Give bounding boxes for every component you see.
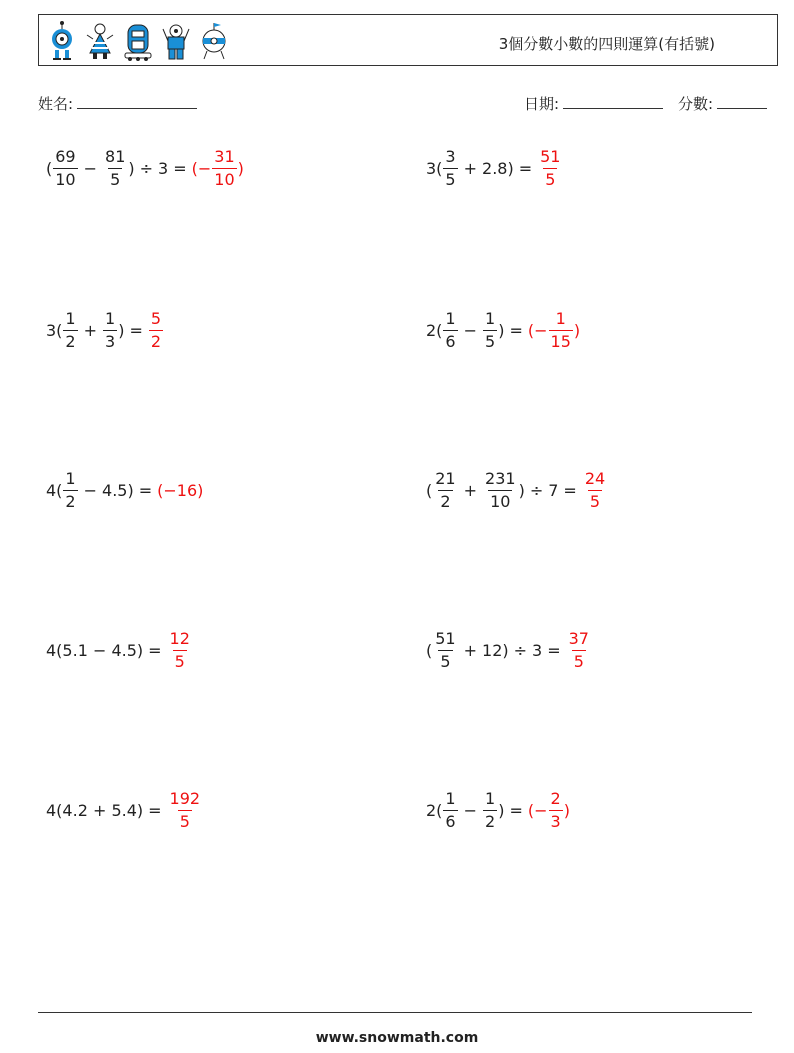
answer: (− $\frac{31}{10}$ ) [191,146,244,189]
equals: = [138,480,153,500]
operand: 4.5) [102,480,134,500]
name-field [38,93,197,114]
open-paren: ( [46,158,53,178]
operator: + [463,158,478,178]
equals: = [509,320,523,340]
operand: 4(5.1 − 4.5) [46,640,144,660]
operator: ÷ [513,640,528,660]
fraction: $\frac{69}{10}$ [55,146,76,189]
operand: 12) [482,640,509,660]
equals: = [148,800,162,820]
problem-3 [46,300,164,360]
fraction: $\frac{1}{2}$ [485,788,496,831]
operator: ÷ [529,480,544,500]
answer: $\frac{12}{5}$ [169,628,190,671]
answer: $\frac{192}{5}$ [169,788,201,831]
operand: 3 [532,640,543,660]
fraction: $\frac{3}{5}$ [445,146,456,189]
operand: 3 [158,158,169,178]
score-label: 分數: [678,95,714,113]
score-blank[interactable] [717,94,767,109]
open-paren: ( [426,640,433,660]
fraction: $\frac{21}{2}$ [435,468,456,511]
robot-icon-row [47,19,229,63]
operand: 2( [426,800,443,820]
robot-icon-1 [47,19,77,63]
close-paren: ) [498,800,505,820]
equals: = [148,640,162,660]
problem-5 [46,460,203,520]
fraction: $\frac{1}{6}$ [445,788,456,831]
footer-divider [38,1012,752,1013]
close-paren: ) [118,320,125,340]
worksheet-title: 3個分數小數的四則運算(有括號) [498,35,715,53]
open-paren: ( [426,480,433,500]
operand: 4(4.2 + 5.4) [46,800,144,820]
problem-8 [426,620,592,680]
answer: $\frac{24}{5}$ [584,468,606,511]
operator: − [83,480,98,500]
operand: 2.8) [482,158,514,178]
answer: $\frac{51}{5}$ [540,146,561,189]
operand: 3( [46,320,63,340]
operand: 2( [426,320,443,340]
date-blank[interactable] [563,94,663,109]
answer: (− $\frac{1}{15}$ ) [527,308,581,351]
equals: = [547,640,561,660]
operator: − [463,800,478,820]
problem-4 [426,300,580,360]
answer: $\frac{5}{2}$ [150,308,162,351]
problem-6 [426,460,608,520]
score-field [678,93,767,114]
equals: = [173,158,187,178]
close-paren: ) [498,320,505,340]
equals: = [518,158,533,178]
operator: − [83,158,98,178]
problem-7 [46,620,193,680]
operator: + [83,320,98,340]
fraction: $\frac{1}{2}$ [65,308,76,351]
answer: (−16) [157,480,204,500]
answer: (− $\frac{2}{3}$ ) [527,788,570,831]
equals: = [509,800,523,820]
fraction: $\frac{1}{2}$ [65,468,76,511]
equals: = [129,320,143,340]
problem-2 [426,138,563,198]
name-label: 姓名: [38,95,74,113]
operator: + [463,480,478,500]
problem-1 [46,138,244,198]
fraction: $\frac{231}{10}$ [485,468,516,511]
close-paren: ) [128,158,135,178]
fraction: $\frac{1}{5}$ [485,308,496,351]
fraction: $\frac{1}{3}$ [105,308,116,351]
footer-url[interactable]: www.snowmath.com [315,1030,479,1046]
operator: ÷ [139,158,154,178]
robot-icon-2 [85,19,115,63]
robot-icon-5 [199,19,229,63]
date-label: 日期: [524,95,560,113]
close-paren: ) [518,480,525,500]
date-field [524,93,663,114]
robot-icon-4 [161,19,191,63]
operand: 7 [548,480,559,500]
fraction: $\frac{51}{5}$ [435,628,456,671]
name-blank[interactable] [77,94,197,109]
fraction: $\frac{1}{6}$ [445,308,456,351]
equals: = [563,480,577,500]
problem-10 [426,780,570,840]
operand: 4( [46,480,63,500]
robot-icon-3 [123,19,153,63]
fraction: $\frac{81}{5}$ [105,146,126,189]
problem-9 [46,780,203,840]
answer: $\frac{37}{5}$ [568,628,589,671]
operator: + [463,640,478,660]
operand: 3( [426,158,443,178]
operator: − [463,320,478,340]
worksheet-header [38,14,778,66]
